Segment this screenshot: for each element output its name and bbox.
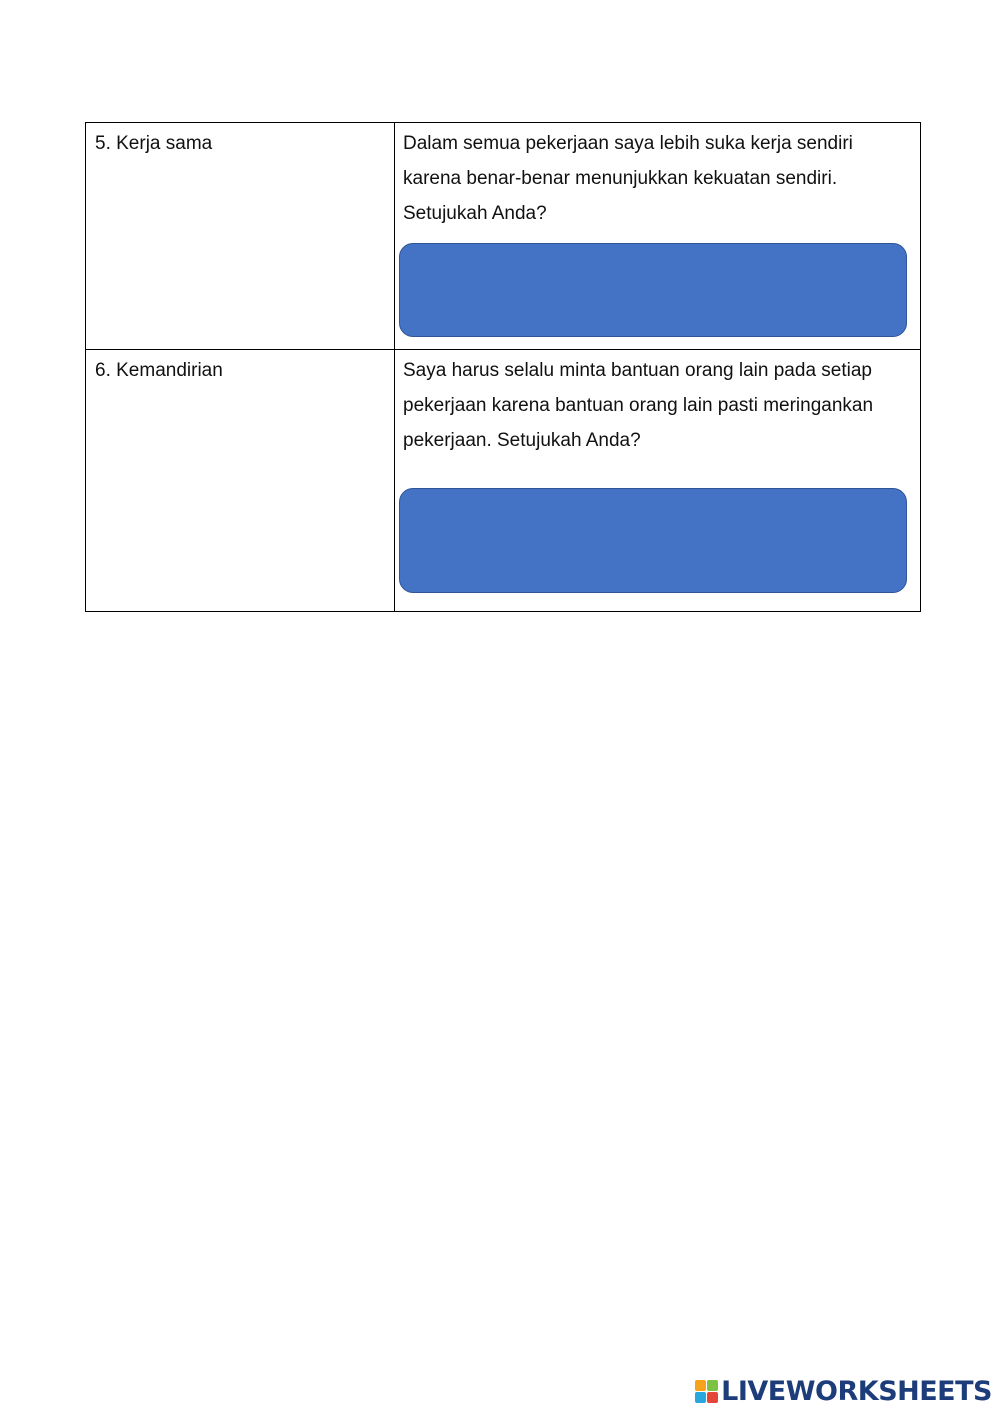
question-line: pekerjaan karena bantuan orang lain pasti meringankan <box>403 395 874 416</box>
answer-input-6[interactable] <box>399 488 907 593</box>
row-label: 5. Kerja sama <box>95 133 213 154</box>
row-label: 6. Kemandirian <box>95 360 223 381</box>
answer-input-5[interactable] <box>399 243 907 337</box>
label-cell <box>86 123 395 350</box>
logo-square <box>707 1392 718 1403</box>
question-line: pekerjaan. Setujukah Anda? <box>403 430 641 451</box>
question-cell <box>395 350 921 612</box>
liveworksheets-branding <box>695 1376 992 1407</box>
table-row <box>86 123 921 350</box>
worksheet-table <box>85 122 921 612</box>
question-cell <box>395 123 921 350</box>
table-row <box>86 350 921 612</box>
logo-square <box>695 1380 706 1391</box>
question-text <box>395 350 920 458</box>
liveworksheets-logo-icon <box>695 1380 718 1403</box>
question-line: Dalam semua pekerjaan saya lebih suka kerja sendiri <box>403 133 853 154</box>
question-line: Saya harus selalu minta bantuan orang lain pada setiap <box>403 360 872 381</box>
question-line: Setujukah Anda? <box>403 203 547 224</box>
label-cell <box>86 350 395 612</box>
brand-name: LIVEWORKSHEETS <box>721 1376 992 1407</box>
logo-square <box>707 1380 718 1391</box>
question-line: karena benar-benar menunjukkan kekuatan sendiri. <box>403 168 838 189</box>
question-text <box>395 123 920 231</box>
logo-square <box>695 1392 706 1403</box>
